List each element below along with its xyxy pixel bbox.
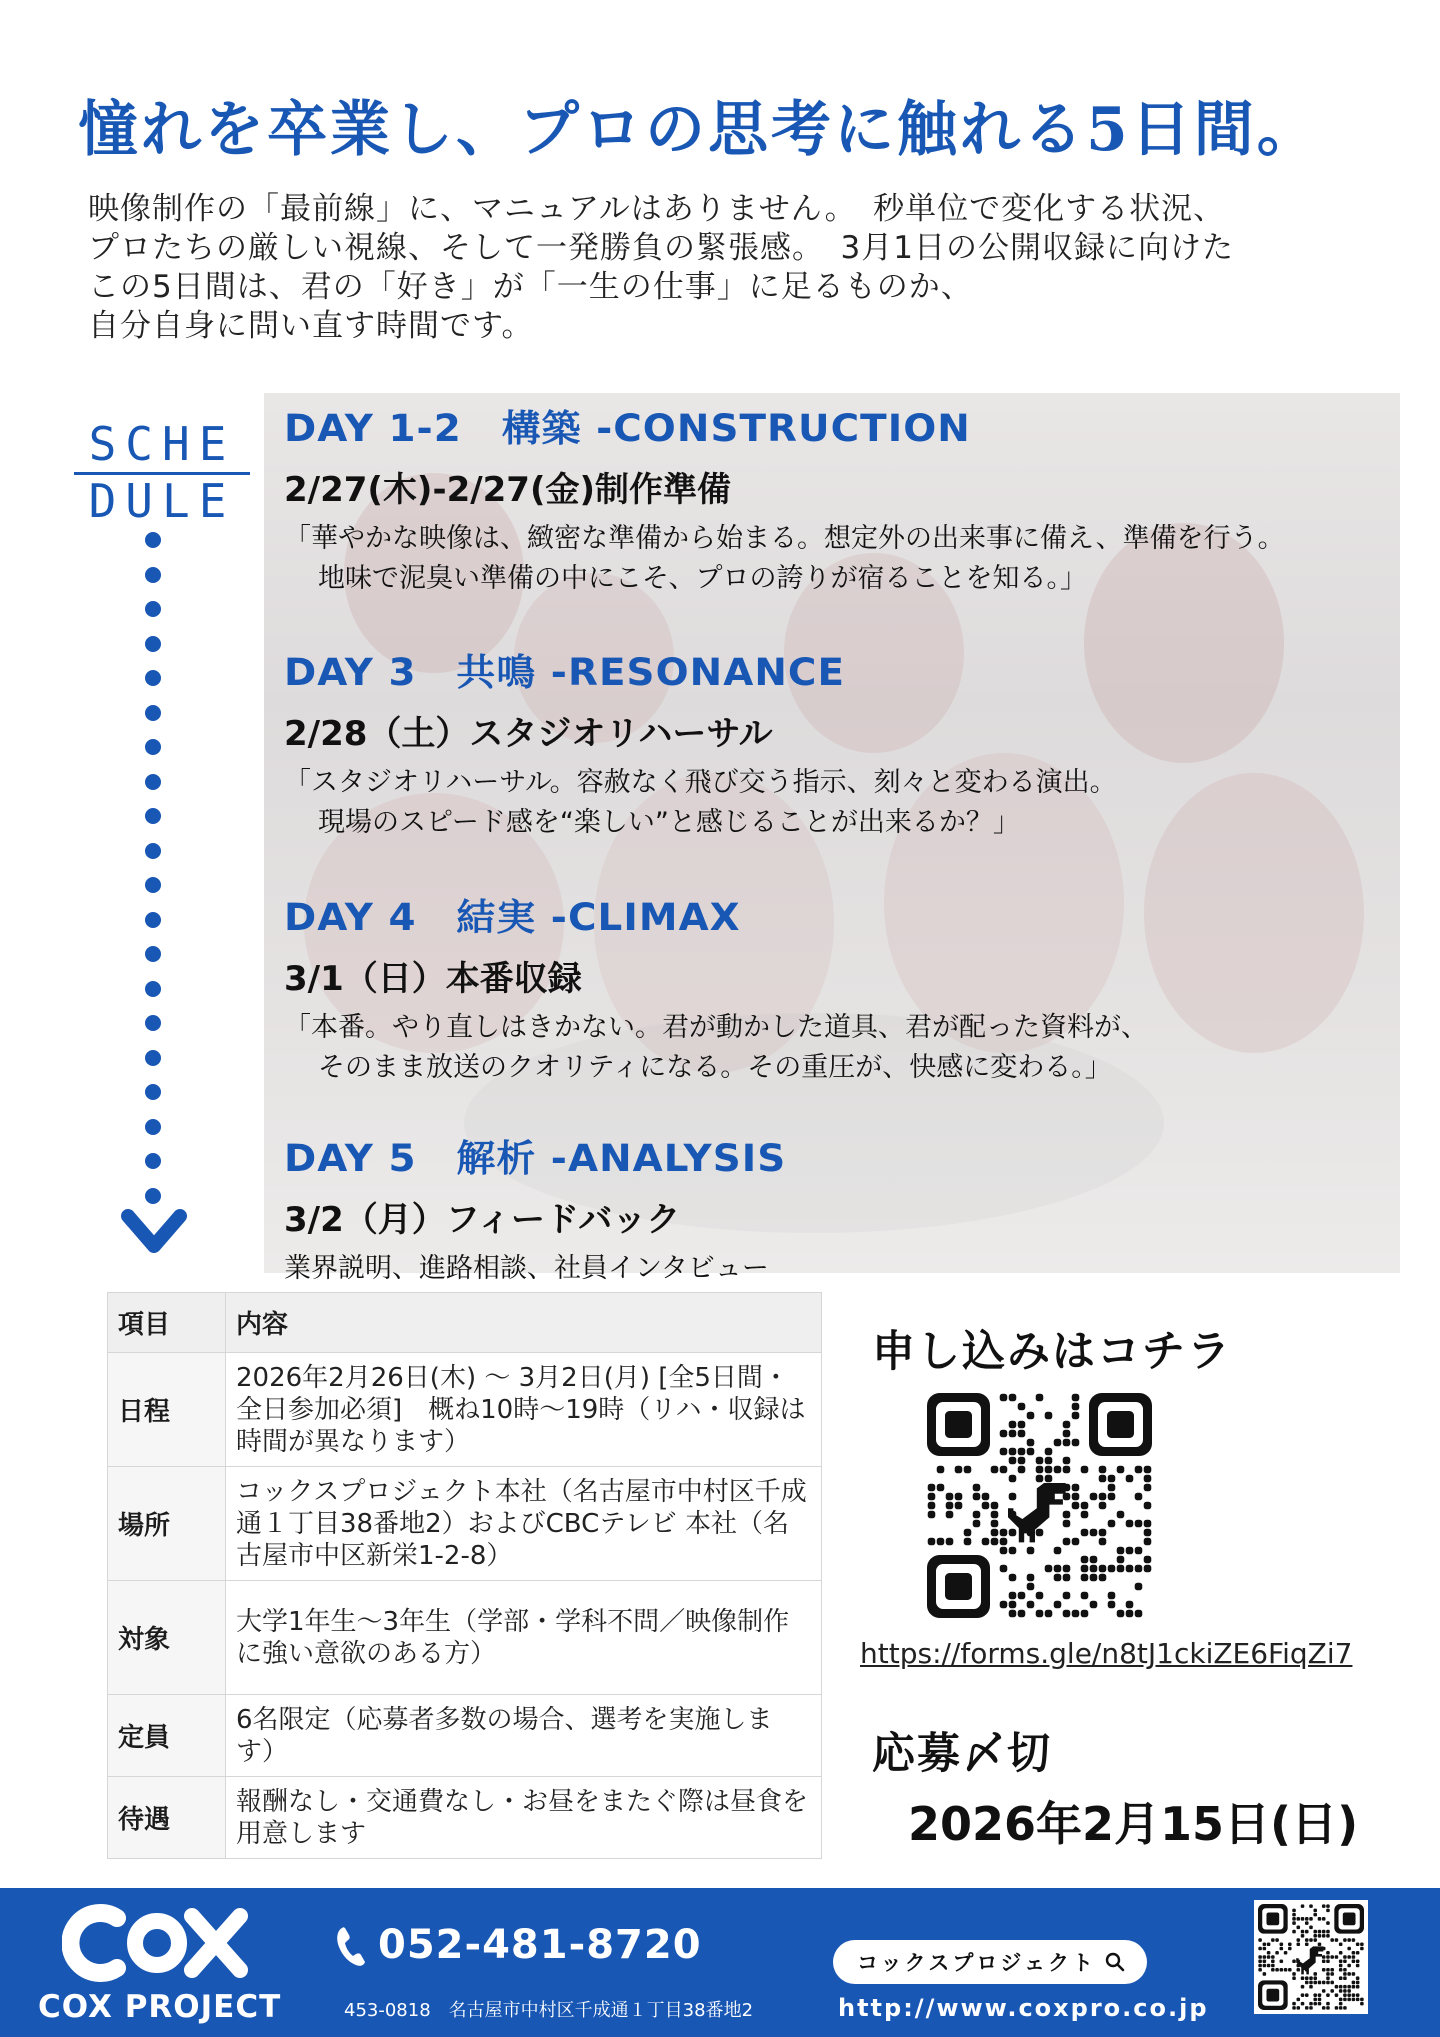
table-row-content: 2026年2月26日(木) 〜 3月2日(月) [全5日間・全日参加必須] 概ね10時〜19時（リハ・収録は時間が異なります）	[226, 1353, 822, 1467]
intro-line: この5日間は、君の「好き」が「一生の仕事」に足るものか、	[88, 269, 973, 305]
table-header-row	[108, 1293, 822, 1353]
day-description-line: 現場のスピード感を“楽しい”と感じることが出来るか？」	[318, 807, 1020, 838]
dot	[145, 1153, 161, 1169]
table-row	[108, 1777, 822, 1859]
qr-code-icon[interactable]	[927, 1393, 1152, 1618]
dot	[145, 670, 161, 686]
day-block	[284, 887, 1394, 1088]
day-block	[284, 642, 1394, 843]
table-row-content: 6名限定（応募者多数の場合、選考を実施します）	[226, 1695, 822, 1777]
intro-text	[88, 190, 1388, 346]
intro-line: プロたちの厳しい視線、そして一発勝負の緊張感。 3月1日の公開収録に向けた	[88, 230, 1234, 266]
dot	[145, 843, 161, 859]
table-row-item: 日程	[108, 1353, 226, 1467]
day-block	[284, 1128, 1394, 1289]
table-row	[108, 1581, 822, 1695]
day-date: 3/2（月）フィードバック	[284, 1200, 681, 1240]
intro-line: 自分自身に問い直す時間です。	[88, 308, 534, 344]
chevron-down-icon	[118, 1198, 190, 1270]
table-header-item: 項目	[108, 1293, 226, 1353]
table-row-item: 待遇	[108, 1777, 226, 1859]
day-block	[284, 398, 1394, 599]
day-heading: DAY 4 結実 -CLIMAX	[284, 896, 741, 939]
table-row-item: 定員	[108, 1695, 226, 1777]
apply-form-link[interactable]: https://forms.gle/n8tJ1ckiZE6FiqZi7	[860, 1637, 1353, 1670]
table-header-content: 内容	[226, 1293, 822, 1353]
cox-logo-icon	[62, 1898, 252, 1988]
day-heading: DAY 1-2 構築 -CONSTRUCTION	[284, 407, 971, 450]
day-heading: DAY 3 共鳴 -RESONANCE	[284, 651, 846, 694]
dot	[145, 1050, 161, 1066]
day-date: 3/1（日）本番収録	[284, 959, 582, 999]
table-row-content: コックスプロジェクト本社（名古屋市中村区千成通１丁目38番地2）およびCBCテレビ 本社（名古屋市中区新栄1-2-8）	[226, 1467, 822, 1581]
qr-code-icon	[1258, 1904, 1364, 2010]
table-row-item: 場所	[108, 1467, 226, 1581]
schedule-label	[74, 418, 250, 527]
dot	[145, 705, 161, 721]
dot	[145, 1015, 161, 1031]
headline: 憧れを卒業し、プロの思考に触れる5日間。	[78, 95, 1320, 165]
table-row-item: 対象	[108, 1581, 226, 1695]
day-date: 2/27(木)-2/27(金)制作準備	[284, 470, 732, 510]
intro-line: 映像制作の「最前線」に、マニュアルはありません。 秒単位で変化する状況、	[88, 191, 1226, 227]
dot	[145, 739, 161, 755]
day-description	[284, 763, 1394, 843]
day-description-line: 「華やかな映像は、緻密な準備から始まる。想定外の出来事に備え、準備を行う。	[284, 523, 1285, 554]
deadline-date: 2026年2月15日(日)	[908, 1797, 1359, 1851]
day-description	[284, 1008, 1394, 1088]
phone-number[interactable]: 052-481-8720	[378, 1922, 702, 1968]
search-text: コックスプロジェクト	[857, 1951, 1096, 1975]
info-table	[107, 1292, 822, 1859]
search-box[interactable]	[833, 1940, 1147, 1984]
day-description-line: 地味で泥臭い準備の中にこそ、プロの誇りが宿ることを知る。」	[318, 563, 1087, 594]
company-address: 453-0818 名古屋市中村区千成通１丁目38番地2	[344, 2000, 754, 2021]
day-description-line: 「スタジオリハーサル。容赦なく飛び交う指示、刻々と変わる演出。	[284, 767, 1117, 798]
search-icon	[1105, 1952, 1125, 1972]
dot	[145, 981, 161, 997]
dot	[145, 601, 161, 617]
dotted-arrow-icon	[145, 532, 161, 1207]
day-date: 2/28（土）スタジオリハーサル	[284, 714, 773, 754]
day-description-line: 業界説明、進路相談、社員インタビュー	[284, 1253, 769, 1284]
dot	[145, 532, 161, 548]
day-description	[284, 519, 1394, 599]
day-description-line: 「本番。やり直しはきかない。君が動かした道具、君が配った資料が、	[284, 1012, 1148, 1043]
schedule-label-line2: DULE	[88, 474, 236, 528]
table-row	[108, 1695, 822, 1777]
day-heading: DAY 5 解析 -ANALYSIS	[284, 1137, 787, 1180]
company-name: COX PROJECT	[38, 1989, 282, 2025]
dot	[145, 774, 161, 790]
dot	[145, 567, 161, 583]
table-row	[108, 1353, 822, 1467]
website-link[interactable]: http://www.coxpro.co.jp	[838, 1994, 1209, 2022]
dot	[145, 636, 161, 652]
dot	[145, 877, 161, 893]
dot	[145, 808, 161, 824]
qr-code-small[interactable]	[1254, 1900, 1368, 2014]
dot	[145, 1119, 161, 1135]
day-description	[284, 1249, 1394, 1289]
apply-title: 申し込みはコチラ	[872, 1327, 1232, 1377]
phone-icon	[334, 1924, 368, 1968]
dot	[145, 912, 161, 928]
dot	[145, 946, 161, 962]
dot	[145, 1084, 161, 1100]
table-row-content: 報酬なし・交通費なし・お昼をまたぐ際は昼食を用意します	[226, 1777, 822, 1859]
table-row-content: 大学1年生〜3年生（学部・学科不問／映像制作に強い意欲のある方）	[226, 1581, 822, 1695]
footer	[0, 1888, 1440, 2037]
day-description-line: そのまま放送のクオリティになる。その重圧が、快感に変わる。」	[318, 1052, 1112, 1083]
schedule-label-line1: SCHE	[74, 418, 250, 475]
table-row	[108, 1467, 822, 1581]
deadline-title: 応募〆切	[872, 1729, 1052, 1779]
